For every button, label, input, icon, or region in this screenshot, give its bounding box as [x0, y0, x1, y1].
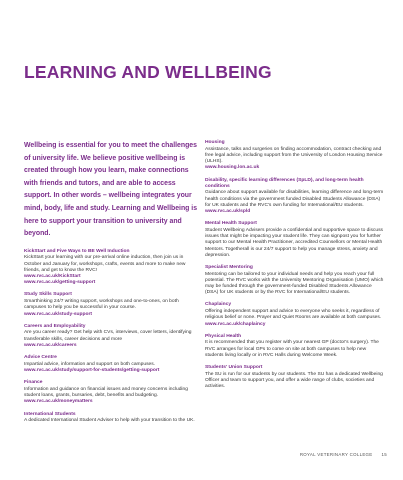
section-link[interactable]: www.rvc.ac.uk/careers: [24, 342, 77, 348]
section-international-students: [24, 412, 200, 425]
section-careers-and-employability: [24, 324, 200, 349]
left-column: [24, 140, 200, 430]
section-body: Information and guidance on financial issues and money concerns including student loans, grants, bursaries, debt, benefits and budgeting.: [24, 386, 188, 399]
section-body: It is recommended that you register with your nearest GP (doctor's surgery). The RVC arranges for local GPs to come on site at both campuses to help new students living locally or in RVC Halls during Welcome Week.: [205, 340, 379, 358]
page-title: LEARNING AND WELLBEING: [24, 62, 272, 82]
section-heading: International Students: [24, 411, 76, 417]
section-heading: Disability, specific learning differences (SpLD), and long-term health conditions: [205, 177, 364, 189]
section-body: Smarthinking 24/7 writing support, workshops and one-to-ones, on both campuses to help you be successful in your course.: [24, 299, 179, 311]
section-body: Offering independent support and advice to everyone who seeks it, regardless of religious belief or none. Prayer and Quiet Rooms are available at both campuses.: [205, 309, 382, 321]
section-body: Impartial advice, information and support on both campuses.: [24, 361, 156, 367]
section-specialist-mentoring: [205, 265, 385, 297]
right-column: [205, 140, 385, 396]
section-body: Assistance, talks and surgeries on finding accommodation, contract checking and free legal advice, including support from the University of London Housing Service (ULHS).: [205, 146, 383, 165]
section-heading: Advice Centre: [24, 355, 57, 361]
section-body: Guidance about support available for disabilities, learning difference and long-term health conditions via the government funded Disabled Students Allowance (DSA) for UK students and the RVC's own funding for International/EU students.: [205, 190, 384, 208]
section-heading: Chaplaincy: [205, 302, 232, 308]
section-heading: Study Skills Support: [24, 292, 72, 298]
section-link[interactable]: www.rvc.ac.uk/moneymatters: [24, 399, 93, 405]
section-housing: [205, 140, 385, 172]
footer-college-name: ROYAL VETERINARY COLLEGE: [299, 452, 373, 457]
page-number: 15: [381, 452, 387, 457]
section-study-skills-support: [24, 292, 200, 317]
section-link[interactable]: www.rvc.ac.uk/study-support: [24, 311, 93, 317]
section-body: KickStart your learning with our pre-arrival online induction, then join us in October and January for, workshops, crafts, events and more to make new friends, and get to know the RVC!: [24, 255, 186, 273]
section-mental-health-support: [205, 221, 385, 259]
section-heading: Housing: [205, 140, 225, 145]
section-link[interactable]: www.rvc.ac.uk/KickStart: [24, 274, 81, 280]
section-heading: Students' Union Support: [205, 365, 263, 371]
intro-paragraph: Wellbeing is essential for you to meet the challenges of university life. We believe positive wellbeing is created through how you learn, make connections with friends and tutors, and are able to access support. In other words – wellbeing integrates your mind, body, life and study. Learning and Wellbeing is here to support your transition to university and beyond.: [24, 142, 198, 238]
section-body: Are you career ready? Get help with CVs, interviews, cover letters, identifying transferable skills, career decisions and more: [24, 330, 192, 342]
section-heading: Specialist Mentoring: [205, 264, 253, 270]
section-link[interactable]: www.rvc.ac.uk/study/support-for-students/getting-support: [24, 368, 160, 373]
section-heading: Mental Health Support: [205, 221, 257, 227]
section-link[interactable]: www.housing.lon.ac.uk: [205, 165, 260, 171]
section-physical-health: [205, 334, 385, 359]
section-students-union-support: [205, 365, 385, 390]
section-heading: Finance: [24, 380, 43, 386]
section-finance: [24, 380, 200, 405]
section-heading: KickStart and Five Ways to BE Well Induction: [24, 248, 130, 254]
section-body: Mentoring can be tailored to your individual needs and help you reach your full potential. The RVC works with the University Mentoring Organisation (UMO) which may be funded through the government-funded Disabled Students Allowance (DSA) for UK students or by the RVC for International/EU students.: [205, 271, 384, 296]
section-heading: Careers and Employability: [24, 323, 86, 329]
section-chaplaincy: [205, 302, 385, 327]
page-footer: [300, 452, 387, 457]
section-link[interactable]: www.rvc.ac.uk/spld: [205, 209, 251, 215]
section-kickstart-and-five-ways-to-be-well-induc: [24, 249, 200, 287]
section-body: A dedicated International Student Adviser to help with your transition to the UK.: [24, 418, 195, 424]
section-link[interactable]: www.rvc.ac.uk/chaplaincy: [205, 321, 266, 327]
section-disability-specific-learning-differences: [205, 178, 385, 216]
section-body: Student Wellbeing Advisers provide a confidential and supportive space to discuss issues that might be impacting your student life. They can signpost you for further support to our Mental Health Practitioner, accredited Counsellors or Mental Health Mentors. Togetherall is our 24/7 support to help you manage stress, anxiety and depression.: [205, 227, 383, 258]
left-sections: [24, 249, 200, 425]
section-advice-centre: [24, 355, 200, 374]
section-heading: Physical Health: [205, 333, 242, 339]
section-link[interactable]: www.rvc.ac.uk/getting-support: [24, 280, 96, 286]
section-body: The SU is run for our students by our students. The SU has a dedicated Wellbeing Officer and team to support you, and offer a wide range of clubs, societies and activities.: [205, 371, 383, 390]
right-sections: [205, 140, 385, 390]
